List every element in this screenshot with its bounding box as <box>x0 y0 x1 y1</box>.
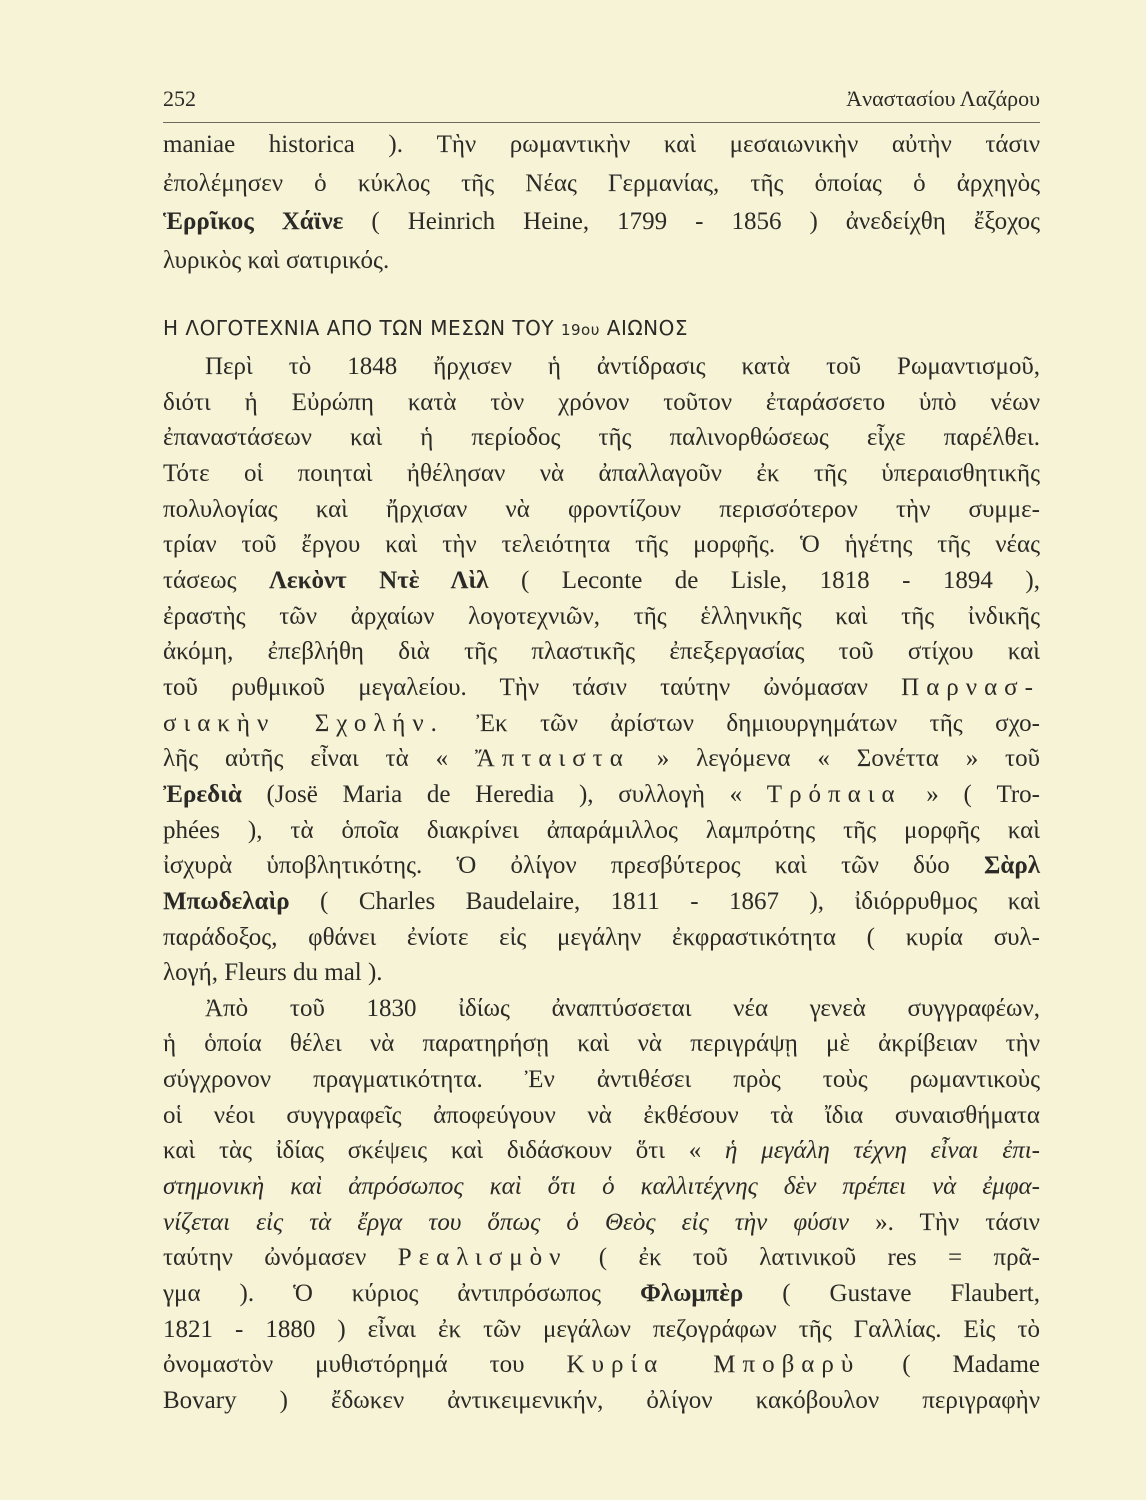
heading-text-end: ΑΙΩΝΟΣ <box>599 316 688 340</box>
spaced-term: Ἄπταιστα <box>474 745 630 773</box>
text-line <box>163 1169 1040 1205</box>
text-segment: ( Charles Baudelaire, 1811 - 1867 ), ἰδιόρρυθμος καὶ <box>289 887 1040 915</box>
bold-name: Φλωμπὲρ <box>640 1280 744 1308</box>
text-line <box>163 1026 1040 1062</box>
page-header <box>163 86 1040 116</box>
text-line <box>163 991 1040 1027</box>
text-segment: πολυλογίας καὶ ἤρχισαν νὰ φροντίζουν περισσότερον τὴν συμμε- <box>163 495 1040 523</box>
text-line <box>163 527 1040 563</box>
text-segment: τοῦ ρυθμικοῦ μεγαλείου. Τὴν τάσιν ταύτην ὠνόμασαν <box>163 673 902 701</box>
text-segment: Bovary ) ἔδωκεν ἀντικειμενικήν, ὀλίγον κακόβουλον περιγραφὴν <box>163 1387 1040 1415</box>
spaced-term: Τρόπαια <box>766 780 902 808</box>
bold-name: Ἑρρῖκος Χάϊνε <box>163 208 344 236</box>
text-line <box>163 456 1040 492</box>
text-segment: » ( Tro- <box>901 780 1040 808</box>
text-line <box>163 203 1040 242</box>
text-segment: σύγχρονον πραγματικότητα. Ἐν ἀντιθέσει πρὸς τοὺς ρωμαντικοὺς <box>163 1066 1040 1094</box>
text-line <box>163 813 1040 849</box>
italic-quote: στημονικὴ καὶ ἀπρόσωπος καὶ ὅτι ὁ καλλιτέχνης δὲν πρέπει νὰ ἐμφα- <box>163 1173 1040 1201</box>
text-segment: Ἐκ τῶν ἀρίστων δημιουργημάτων τῆς σχο- <box>443 709 1040 737</box>
text-segment: phées ), τὰ ὁποῖα διακρίνει ἀπαράμιλλος λαμπρότης τῆς μορφῆς καὶ <box>163 816 1040 844</box>
text-segment: ἀκόμη, ἐπεβλήθη διὰ τῆς πλαστικῆς ἐπεξεργασίας τοῦ στίχου καὶ <box>163 638 1040 666</box>
text-line <box>163 741 1040 777</box>
bold-name: Σὰρλ <box>984 852 1040 880</box>
text-segment: λυρικὸς καὶ σατιρικός. <box>163 247 390 275</box>
text-segment: ἡ ὁποία θέλει νὰ παρατηρήσῃ καὶ νὰ περιγράψῃ μὲ ἀκρίβειαν τὴν <box>163 1030 1040 1058</box>
text-line <box>163 920 1040 956</box>
text-line <box>163 848 1040 884</box>
text-line <box>163 777 1040 813</box>
text-segment: ἰσχυρὰ ὑποβλητικότης. Ὁ ὀλίγον πρεσβύτερος καὶ τῶν δύο <box>163 852 985 880</box>
text-segment: παράδοξος, φθάνει ἐνίοτε εἰς μεγάλην ἐκφραστικότητα ( κυρία συλ- <box>163 923 1040 951</box>
text-segment: γμα ). Ὁ κύριος ἀντιπρόσωπος <box>163 1280 641 1308</box>
bold-name: Λεκὸντ Ντὲ Λὶλ <box>268 566 489 594</box>
text-line <box>163 420 1040 456</box>
spaced-term: Παρνασ- <box>901 673 1040 701</box>
text-segment: (Josë Maria de Heredia ), συλλογὴ « <box>241 780 767 808</box>
spaced-term: Ρεαλισμὸν <box>397 1244 568 1272</box>
paragraph-2 <box>163 349 1040 1419</box>
text-segment: λογή, Fleurs du mal ). <box>163 959 383 987</box>
text-line <box>163 1347 1040 1383</box>
text-segment: 1821 - 1880 ) εἶναι ἐκ τῶν μεγάλων πεζογράφων τῆς Γαλλίας. Εἰς τὸ <box>163 1315 1040 1343</box>
bold-name: Μπωδελαὶρ <box>163 887 290 915</box>
text-line <box>163 1062 1040 1098</box>
text-segment: ( Madame <box>860 1351 1040 1379</box>
text-segment: ὀνομαστὸν μυθιστόρημά του <box>163 1351 567 1379</box>
section-heading <box>163 313 1040 345</box>
text-segment: ἐραστὴς τῶν ἀρχαίων λογοτεχνιῶν, τῆς ἑλληνικῆς καὶ τῆς ἰνδικῆς <box>163 602 1040 630</box>
text-line <box>163 242 1040 281</box>
text-line <box>163 126 1040 165</box>
text-segment: Τότε οἱ ποιηταὶ ἠθέλησαν νὰ ἀπαλλαγοῦν ἐκ τῆς ὑπεραισθητικῆς <box>163 459 1040 487</box>
text-segment: » λεγόμενα « Σονέττα » τοῦ <box>629 745 1040 773</box>
italic-quote: νίζεται εἰς τὰ ἔργα του ὅπως ὁ Θεὸς εἰς τὴν φύσιν <box>163 1208 849 1236</box>
text-line <box>163 634 1040 670</box>
text-line <box>163 955 1040 991</box>
text-line <box>163 670 1040 706</box>
paragraph-1 <box>163 126 1040 281</box>
text-line <box>163 1383 1040 1419</box>
text-line <box>163 492 1040 528</box>
running-title: Ἀναστασίου Λαζάρου <box>846 86 1040 111</box>
text-segment: διότι ἡ Εὐρώπη κατὰ τὸν χρόνον τοῦτον ἐταράσσετο ὑπὸ νέων <box>163 388 1040 416</box>
text-line <box>163 884 1040 920</box>
text-line <box>163 385 1040 421</box>
text-segment: maniae historica ). Τὴν ρωμαντικὴν καὶ μεσαιωνικὴν αὐτὴν τάσιν <box>163 131 1040 158</box>
text-line <box>163 165 1040 204</box>
text-segment: ἐπαναστάσεων καὶ ἡ περίοδος τῆς παλινορθώσεως εἶχε παρέλθει. <box>163 424 1040 452</box>
text-segment: τρίαν τοῦ ἔργου καὶ τὴν τελειότητα τῆς μορφῆς. Ὁ ἡγέτης τῆς νέας <box>163 531 1040 559</box>
text-segment: ». Τὴν τάσιν <box>849 1208 1040 1236</box>
text-segment: ( Leconte de Lisle, 1818 - 1894 ), <box>488 566 1040 594</box>
heading-ordinal: 19ου <box>560 321 600 339</box>
page-number: 252 <box>163 86 196 111</box>
text-segment: ταύτην ὠνόμασεν <box>163 1244 398 1272</box>
spaced-term: σιακὴν Σχολήν. <box>163 709 444 737</box>
text-line <box>163 1133 1040 1169</box>
bold-name: Ἐρεδιὰ <box>163 780 242 808</box>
text-line <box>163 1098 1040 1134</box>
text-segment: ( Gustave Flaubert, <box>743 1280 1041 1308</box>
spaced-term: Κυρία Μποβαρὺ <box>566 1351 861 1379</box>
text-line <box>163 1276 1040 1312</box>
text-segment: ( ἐκ τοῦ λατινικοῦ res = πρᾶ- <box>567 1244 1040 1272</box>
text-segment: οἱ νέοι συγγραφεῖς ἀποφεύγουν νὰ ἐκθέσουν τὰ ἴδια συναισθήματα <box>163 1101 1040 1129</box>
text-segment: λῆς αὐτῆς εἶναι τὰ « <box>163 745 475 773</box>
text-line <box>163 563 1040 599</box>
text-line <box>163 706 1040 742</box>
italic-quote: ἡ μεγάλη τέχνη εἶναι ἐπι- <box>725 1137 1040 1165</box>
text-line <box>163 599 1040 635</box>
text-segment: Ἀπὸ τοῦ 1830 ἰδίως ἀναπτύσσεται νέα γενεὰ συγγραφέων, <box>205 994 1040 1022</box>
text-line <box>163 1205 1040 1241</box>
heading-text: Η ΛΟΓΟΤΕΧΝΙΑ ΑΠΟ ΤΩΝ ΜΕΣΩΝ ΤΟΥ <box>163 316 561 340</box>
text-segment: Περὶ τὸ 1848 ἤρχισεν ἡ ἀντίδρασις κατὰ τοῦ Ρωμαντισμοῦ, <box>205 353 1040 380</box>
text-line <box>163 349 1040 385</box>
text-segment: καὶ τὰς ἰδίας σκέψεις καὶ διδάσκουν ὅτι « <box>163 1137 726 1165</box>
header-rule <box>163 122 1040 123</box>
text-segment: ἐπολέμησεν ὁ κύκλος τῆς Νέας Γερμανίας, τῆς ὁποίας ὁ ἀρχηγὸς <box>163 169 1040 197</box>
text-line <box>163 1312 1040 1348</box>
text-line <box>163 1240 1040 1276</box>
text-segment: ( Heinrich Heine, 1799 - 1856 ) ἀνεδείχθη ἔξοχος <box>343 208 1041 236</box>
text-segment: τάσεως <box>163 566 269 594</box>
